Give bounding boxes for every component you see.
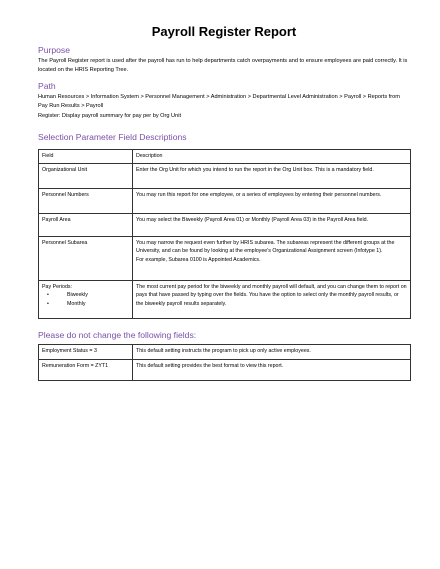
bullet-icon: • xyxy=(47,300,49,307)
field-cell: Personnel Numbers xyxy=(39,188,133,213)
header-field: Field xyxy=(39,150,133,164)
field-cell: Payroll Area xyxy=(39,213,133,236)
field-cell: Personnel Subarea xyxy=(39,236,133,280)
description-cell: You may select the Biweekly (Payroll Area 01) or Monthly (Payroll Area 03) in the Payroll Area field. xyxy=(133,213,411,236)
description-example: For example, Subarea 0100 is Appointed Academics. xyxy=(136,256,261,263)
table-row xyxy=(39,344,411,359)
description-cell: Enter the Org Unit for which you intend to run the report in the Org Unit box. This is a mandatory field. xyxy=(133,163,411,188)
header-description: Description xyxy=(133,150,411,164)
description-cell: This default setting instructs the program to pick up only active employees. xyxy=(133,344,411,359)
field-cell: Organizational Unit xyxy=(39,163,133,188)
selection-table xyxy=(38,149,411,319)
field-cell xyxy=(39,280,133,318)
description-text: You may narrow the request even further by HRIS subarea. The subareas represent the different groups at the University, and can be found by looking at the employee's Organizational Assignment screen (Infotype 1). xyxy=(136,239,395,255)
description-cell: You may run this report for one employee, or a series of employees by entering their personnel numbers. xyxy=(133,188,411,213)
table-header-row xyxy=(39,150,411,164)
table-row xyxy=(39,188,411,213)
field-cell: Remuneration Form = ZYT1 xyxy=(39,359,133,380)
table-row xyxy=(39,359,411,380)
description-cell xyxy=(133,236,411,280)
description-cell: This default setting provides the best format to view this report. xyxy=(133,359,411,380)
path-line-2: Register: Display payroll summary for pay per by Org Unit xyxy=(38,112,181,119)
path-line-1: Human Resources > Information System > Personnel Management > Administration > Departmental Level Administration > Payroll > Reports from Pay Run Results > Payroll xyxy=(38,93,400,110)
purpose-text: The Payroll Register report is used after the payroll has run to help departments catch overpayments and to ensure employees are paid correctly. It is located on the HRIS Reporting Tree. xyxy=(38,58,408,74)
bullet-label: Biweekly xyxy=(67,292,88,299)
field-cell: Employment Status = 3 xyxy=(39,344,133,359)
bullet-icon: • xyxy=(47,292,49,299)
path-heading: Path xyxy=(38,80,56,91)
bullet-item xyxy=(42,300,129,309)
bullet-label: Monthly xyxy=(67,300,86,307)
field-label: Pay Periods: xyxy=(42,283,73,290)
fixed-fields-table xyxy=(38,344,411,381)
fixed-fields-heading: Please do not change the following fields: xyxy=(38,329,197,340)
selection-heading: Selection Parameter Field Descriptions xyxy=(38,132,187,143)
purpose-heading: Purpose xyxy=(38,45,71,55)
table-row xyxy=(39,236,411,280)
page-title: Payroll Register Report xyxy=(151,24,297,39)
description-cell: The most current pay period for the biweekly and monthly payroll will default, and you can change them to report on pays that have passed by typing over the fields. You have the option to select only the monthly payroll results, or the biweekly payroll results separately. xyxy=(133,280,411,318)
table-row xyxy=(39,280,411,318)
table-row xyxy=(39,163,411,188)
bullet-item xyxy=(42,291,129,300)
table-row xyxy=(39,213,411,236)
